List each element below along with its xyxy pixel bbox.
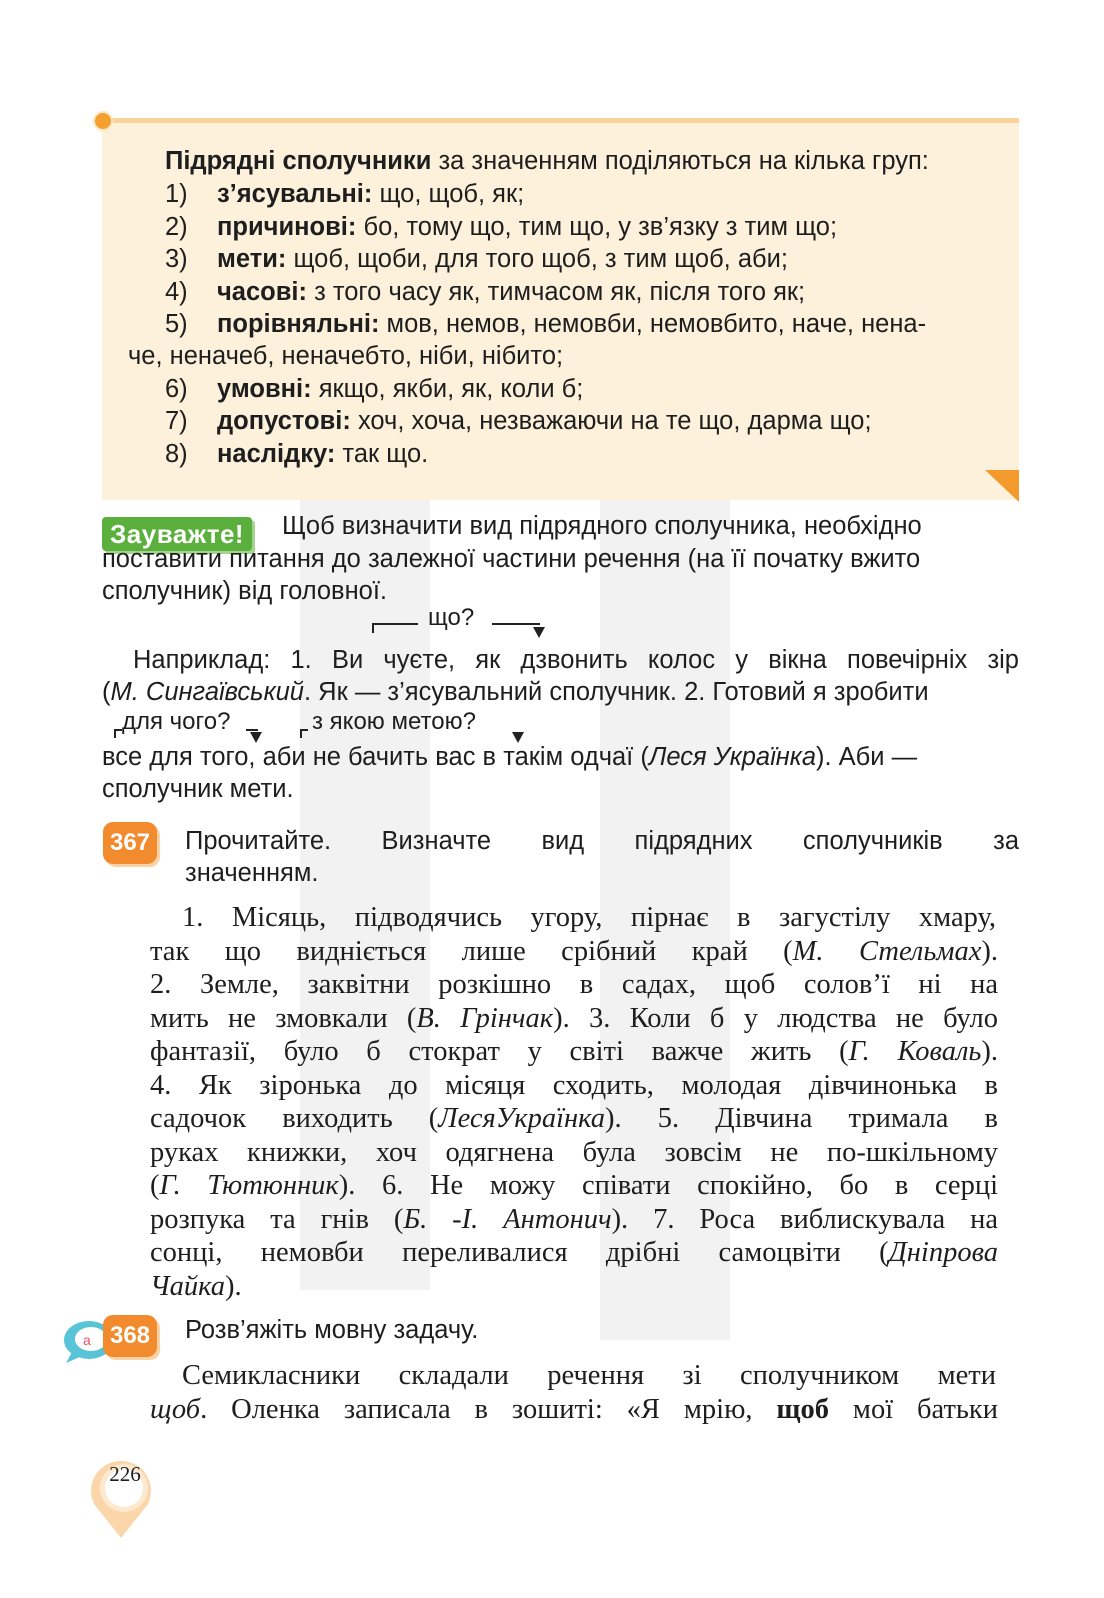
rule-item-6: 6) умовні: якщо, якби, як, коли б; xyxy=(165,375,584,403)
ex367-line-2: так що видніється лише срібний край (М. Стельмах). xyxy=(150,936,998,967)
rule-item-1: 1) з’ясувальні: що, щоб, як; xyxy=(165,180,525,208)
ex367-line-6: 4. Як зіронька до місяця сходить, молодая дівчинонька в xyxy=(150,1070,998,1101)
question-arrow xyxy=(533,627,545,638)
exercise-number-368: 368 xyxy=(103,1315,157,1357)
question-bracket-left xyxy=(372,623,418,625)
rule-box-top-line xyxy=(102,118,1019,123)
ex367-task-line-2: значенням. xyxy=(185,859,319,887)
rule-dot-icon xyxy=(93,111,113,131)
ex368-line-1: Семикласники складали речення зі сполучником мети xyxy=(182,1360,996,1391)
svg-text:a: a xyxy=(83,1332,91,1348)
rule-item-3: 3) мети: щоб, щоби, для того щоб, з тим щоб, аби; xyxy=(165,245,788,273)
note-line-3: сполучник) від головної. xyxy=(102,577,388,605)
ex367-line-12: Чайка). xyxy=(150,1271,242,1302)
question-tick-left xyxy=(372,623,374,633)
ex368-task: Розв’яжіть мовну задачу. xyxy=(185,1316,479,1344)
rule-item-8: 8) наслідку: так що. xyxy=(165,440,429,468)
rule-item-4: 4) часові: з того часу як, тимчасом як, після того як; xyxy=(165,278,806,306)
rule-item-7: 7) допустові: хоч, хоча, незважаючи на те що, дарма що; xyxy=(165,407,872,435)
ex367-line-1: 1. Місяць, підводячись угору, пірнає в загустілу хмару, xyxy=(182,902,996,933)
ex367-line-7: садочок виходить (ЛесяУкраїнка). 5. Дівчина тримала в xyxy=(150,1103,998,1134)
question-for-which-purpose: з якою метою? xyxy=(312,708,476,735)
question-what: що? xyxy=(428,604,475,631)
rule-item-5: 5) порівняльні: мов, немов, немовби, немовбито, наче, нена- xyxy=(165,310,927,338)
question-for-what: для чого? xyxy=(122,708,231,735)
example-line-3: все для того, аби не бачить вас в такім одчаї (Леся Українка). Аби — xyxy=(102,743,918,771)
page-number: 226 xyxy=(109,1462,141,1486)
ex367-line-8: руках книжки, хоч одягнена була зовсім не по-шкільному xyxy=(150,1137,998,1168)
corner-arrow-icon xyxy=(985,470,1019,502)
rule-intro: Підрядні сполучники за значенням поділяються на кілька груп: xyxy=(165,147,929,175)
rule-item-2: 2) причинові: бо, тому що, тим що, у зв’язку з тим що; xyxy=(165,213,838,241)
ex367-line-10: розпука та гнів (Б. -І. Антонич). 7. Роса виблискувала на xyxy=(150,1204,999,1235)
question2-bracket-end xyxy=(246,729,258,731)
question2-bracket xyxy=(114,729,122,731)
rule-item-5-cont: че, неначеб, неначебто, ніби, нібито; xyxy=(128,342,564,370)
note-badge: Зауважте! xyxy=(102,517,252,551)
ex367-line-11: сонці, немовби переливалися дрібні самоцвіти (Дніпрова xyxy=(150,1237,998,1268)
ex367-task-line-1: Прочитайте. Визначте вид підрядних сполучників за xyxy=(185,827,1019,855)
question3-bracket xyxy=(300,729,308,731)
exercise-number-367: 367 xyxy=(103,822,157,864)
note-line-1: Щоб визначити вид підрядного сполучника, необхідно xyxy=(282,512,922,540)
ex368-line-2: щоб. Оленка записала в зошиті: «Я мрію, щоб мої батьки xyxy=(150,1394,998,1425)
ex367-line-9: (Г. Тютюнник). 6. Не можу співати спокійно, бо в серці xyxy=(150,1170,998,1201)
example-line-4: сполучник мети. xyxy=(102,775,294,803)
note-line-2: поставити питання до залежної частини речення (на її початку вжито xyxy=(102,545,921,573)
example-line-1: Наприклад: 1. Ви чуєте, як дзвонить колос у вікна повечірніх зір xyxy=(133,646,1019,674)
question-bracket-right xyxy=(492,623,540,625)
ex367-line-3: 2. Земле, заквітни розкішно в садах, щоб солов’ї ні на xyxy=(150,969,998,1000)
ex367-line-4: мить не змовкали (В. Грінчак). 3. Коли б у людства не було xyxy=(150,1003,999,1034)
example-line-2: (М. Сингаївський. Як — з’ясувальний сполучник. 2. Готовий я зробити xyxy=(102,678,929,706)
ex367-line-5: фантазії, було б стократ у світі важче жить (Г. Коваль). xyxy=(150,1036,998,1067)
